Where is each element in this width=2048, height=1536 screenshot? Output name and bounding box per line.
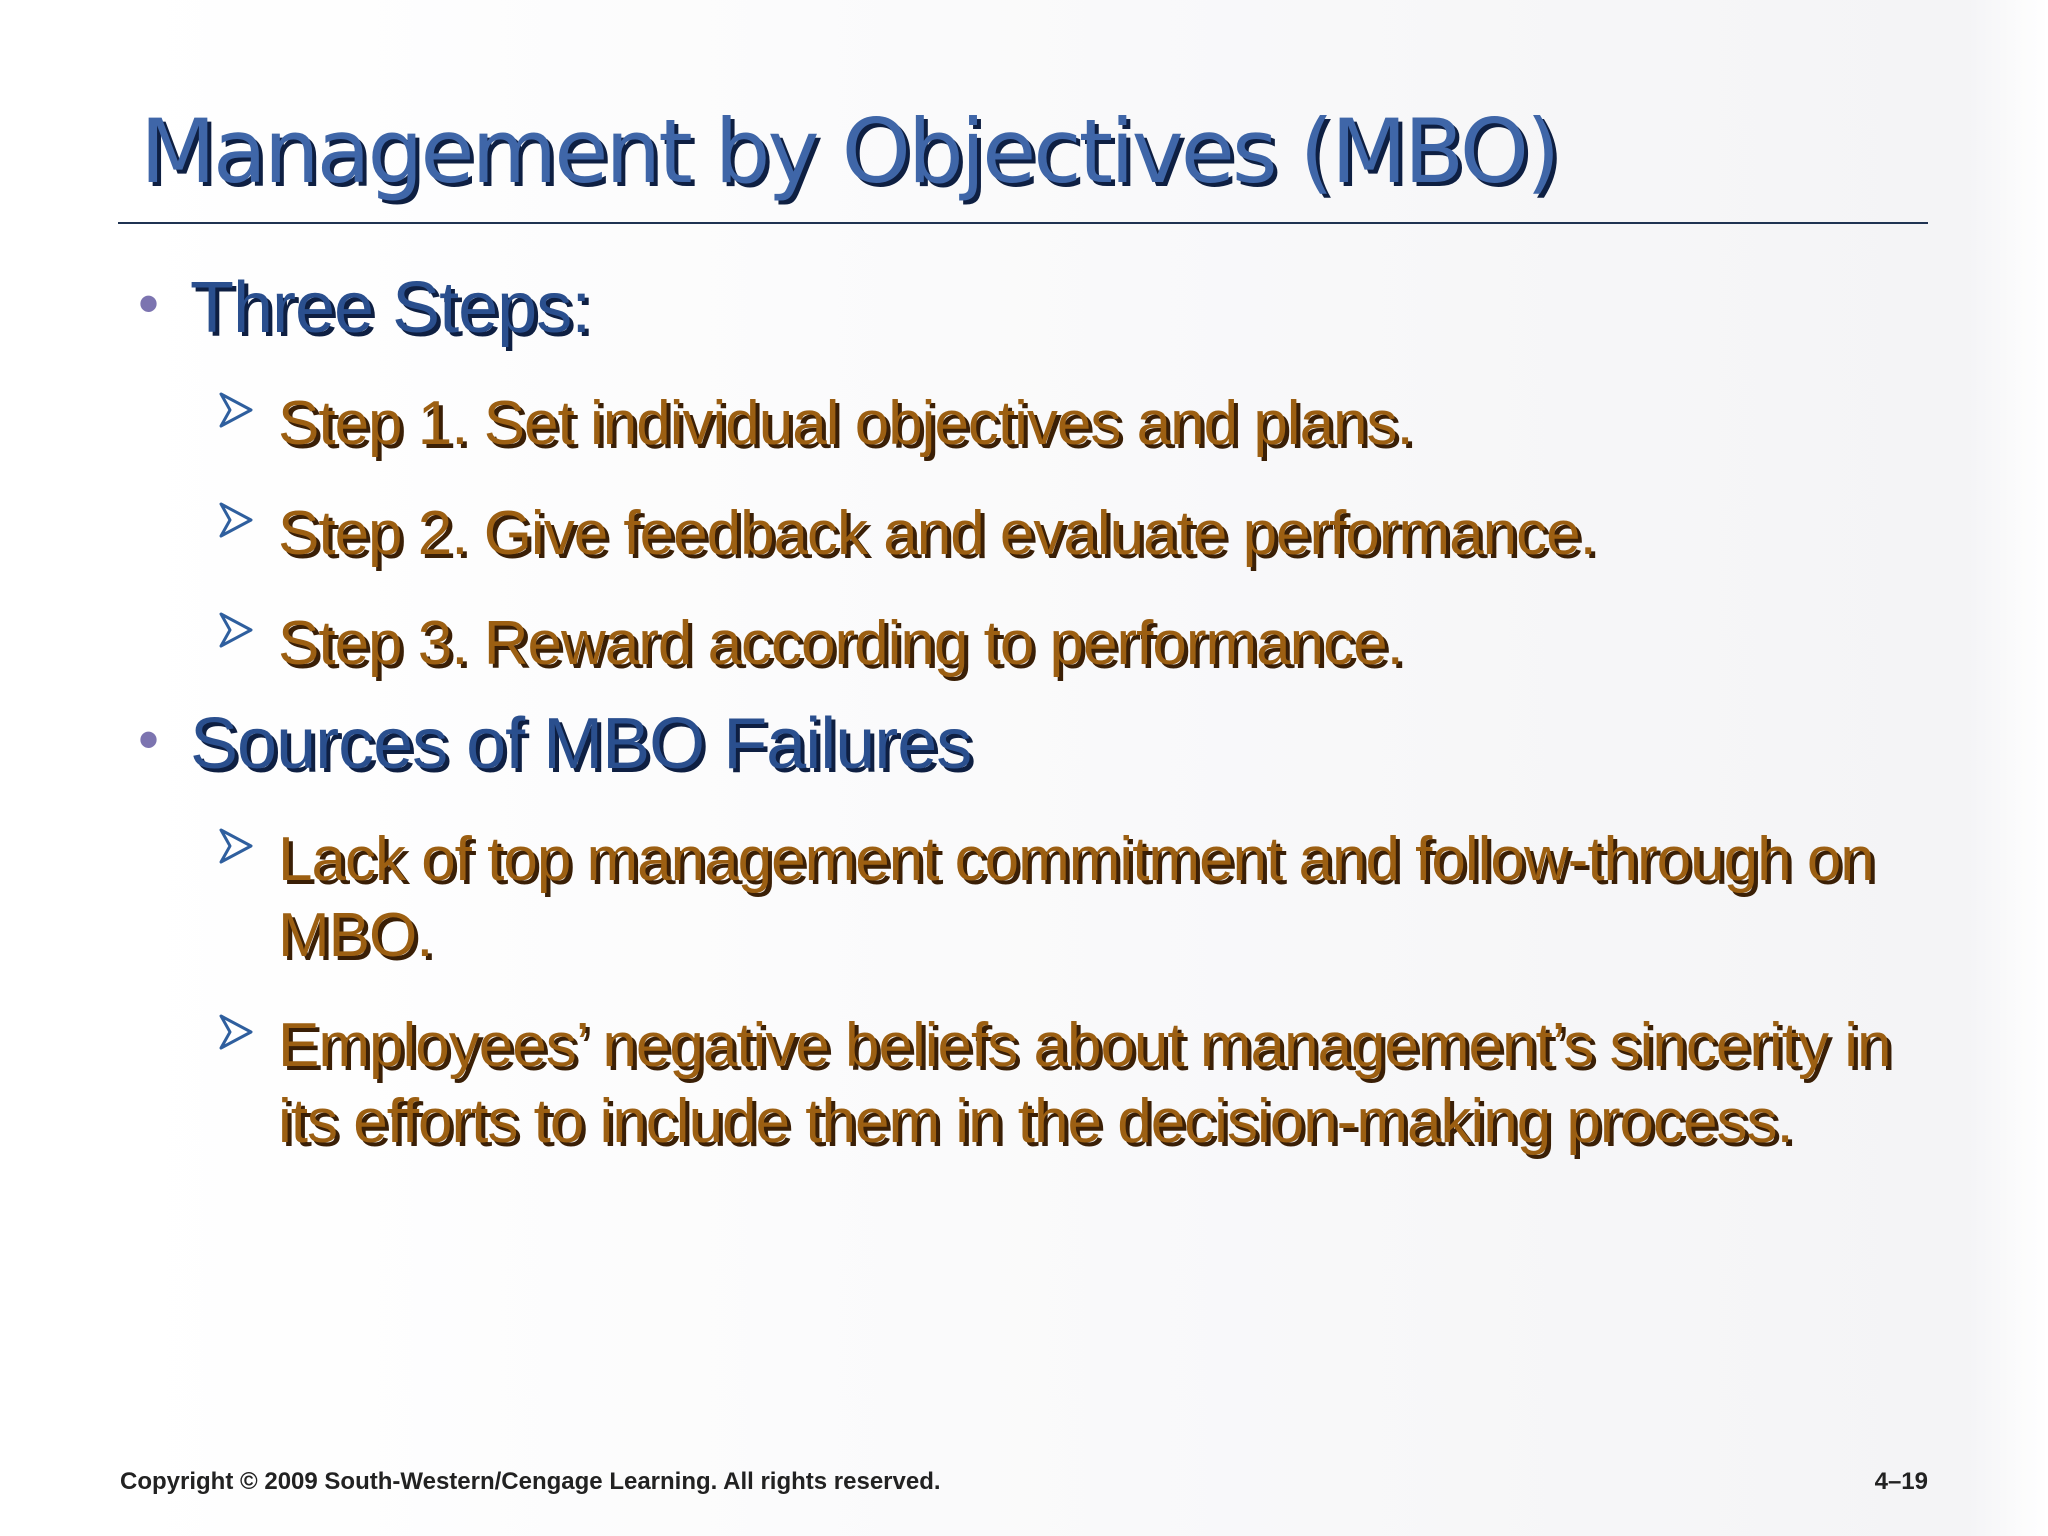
arrow-bullet-icon [218,826,254,866]
list-item-step-2 [138,496,1938,572]
list-item-step-3 [138,606,1938,682]
section-heading-label: Three Steps: [190,268,591,348]
copyright-notice: Copyright © 2009 South-Western/Cengage Learning. All rights reserved. [120,1468,941,1495]
section-heading-label: Sources of MBO Failures [190,704,972,784]
slide-content [138,268,1938,1160]
list-item-text: Step 2. Give feedback and evaluate performance. [278,499,1596,568]
arrow-bullet-icon [218,390,254,430]
list-item-text: Step 3. Reward according to performance. [278,609,1403,678]
arrow-bullet-icon [218,500,254,540]
list-item-failure-1 [138,822,1938,974]
arrow-bullet-icon [218,1012,254,1052]
section-heading-mbo-failures [138,704,1938,784]
section-heading-three-steps [138,268,1938,348]
page-number: 4–19 [1874,1468,1928,1495]
title-divider [118,222,1928,224]
list-item-text: Step 1. Set individual objectives and plans. [278,389,1413,458]
list-item-failure-2 [138,1008,1938,1160]
bullet-dot-icon: • [138,706,159,773]
list-item-step-1 [138,386,1938,462]
list-item-text: Employees’ negative beliefs about management’s sincerity in its efforts to include them in the decision-making process. [278,1011,1891,1156]
slide-title: Management by Objectives (MBO) [140,100,1558,203]
bullet-dot-icon: • [138,270,159,337]
arrow-bullet-icon [218,610,254,650]
list-item-text: Lack of top management commitment and follow-through on MBO. [278,825,1874,970]
